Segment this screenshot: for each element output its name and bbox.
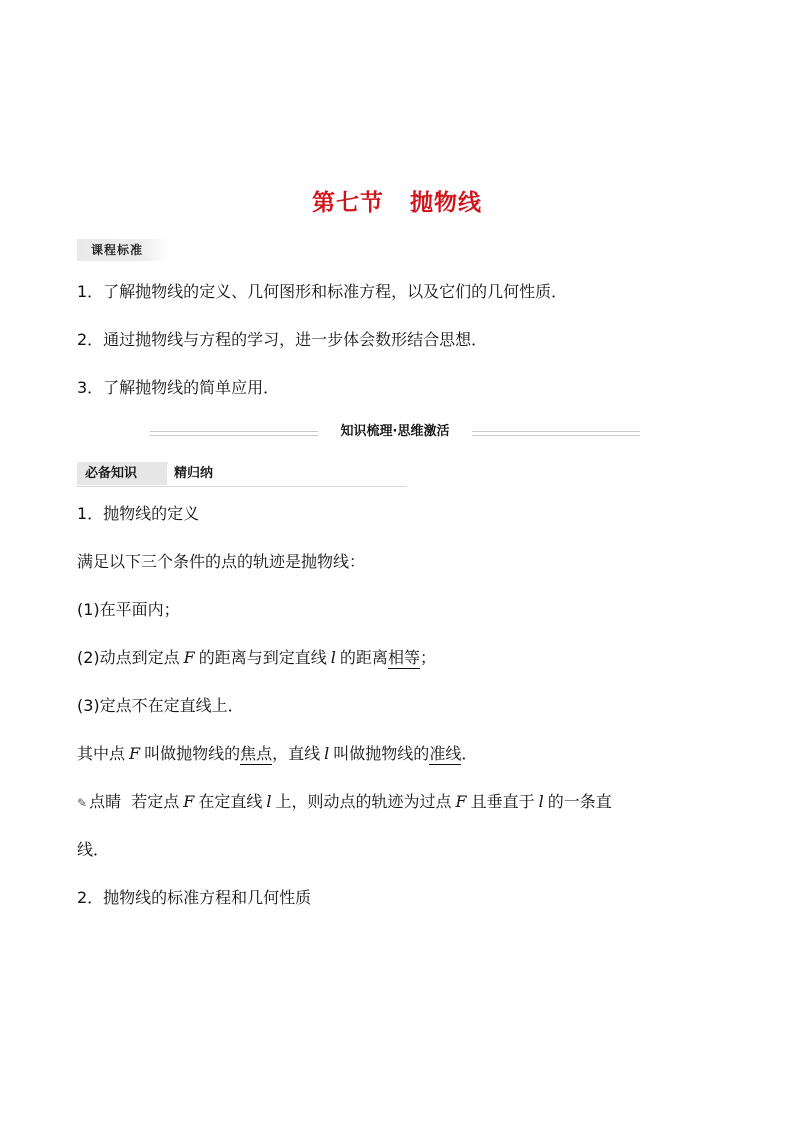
note-label: 点睛: [89, 792, 122, 811]
text-span: (2)动点到定点: [77, 648, 180, 667]
text-span: 的一条直: [547, 792, 612, 811]
text-span: 若定点: [131, 792, 180, 811]
variable-l: l: [266, 792, 272, 811]
note-line-1: [77, 791, 612, 814]
heading-definition: 1．抛物线的定义: [77, 504, 200, 523]
standard-item-3: 3．了解抛物线的简单应用．: [77, 378, 280, 397]
standard-item-1: 1．了解抛物线的定义、几何图形和标准方程，以及它们的几何性质．: [77, 282, 568, 301]
answer-underlined: 相等: [387, 648, 420, 667]
condition-2: [77, 647, 436, 669]
text-span: 叫做抛物线的: [333, 744, 430, 763]
section-sublabel: 精归纳: [174, 466, 214, 481]
condition-3: (3)定点不在定直线上．: [77, 696, 244, 715]
text-span: 上，则动点的轨迹为过点: [275, 792, 452, 811]
condition-1: (1)在平面内；: [77, 600, 180, 619]
pencil-icon: ✎: [77, 796, 88, 810]
focus-directrix-sentence: [77, 743, 477, 765]
text-span: ．: [461, 744, 478, 763]
variable-F: F: [183, 792, 195, 811]
section-divider: [150, 422, 640, 442]
standard-item-2: 2．通过抛物线与方程的学习，进一步体会数形结合思想．: [77, 330, 488, 349]
text-span: ，直线: [272, 744, 321, 763]
section-label: 必备知识: [77, 462, 167, 485]
variable-l: l: [330, 648, 336, 667]
heading-standard-equation: 2．抛物线的标准方程和几何性质: [77, 888, 312, 907]
text-span: ；: [419, 648, 436, 667]
variable-l: l: [324, 744, 330, 763]
section-header: [77, 462, 407, 487]
variable-F: F: [129, 744, 141, 763]
text-span: 且垂直于: [470, 792, 535, 811]
section-label-slant: [159, 462, 169, 485]
text-span: 的距离: [339, 648, 388, 667]
text-span: 在定直线: [198, 792, 263, 811]
variable-l: l: [538, 792, 544, 811]
course-standard-tag: 课程标准: [77, 239, 169, 261]
title-section-number: 第七节: [312, 190, 384, 216]
divider-heading: 知识梳理·思维激活: [340, 424, 450, 439]
text-span: 的距离与到定直线: [198, 648, 327, 667]
text-span: 叫做抛物线的: [144, 744, 241, 763]
text-span: 其中点: [77, 744, 126, 763]
page-title: [0, 184, 794, 217]
answer-directrix: 准线: [429, 744, 462, 763]
title-topic: 抛物线: [410, 190, 482, 216]
answer-focus: 焦点: [240, 744, 273, 763]
note-line-2: 线．: [77, 840, 110, 859]
variable-F: F: [455, 792, 467, 811]
definition-intro: 满足以下三个条件的点的轨迹是抛物线：: [77, 552, 366, 571]
variable-F: F: [183, 648, 195, 667]
